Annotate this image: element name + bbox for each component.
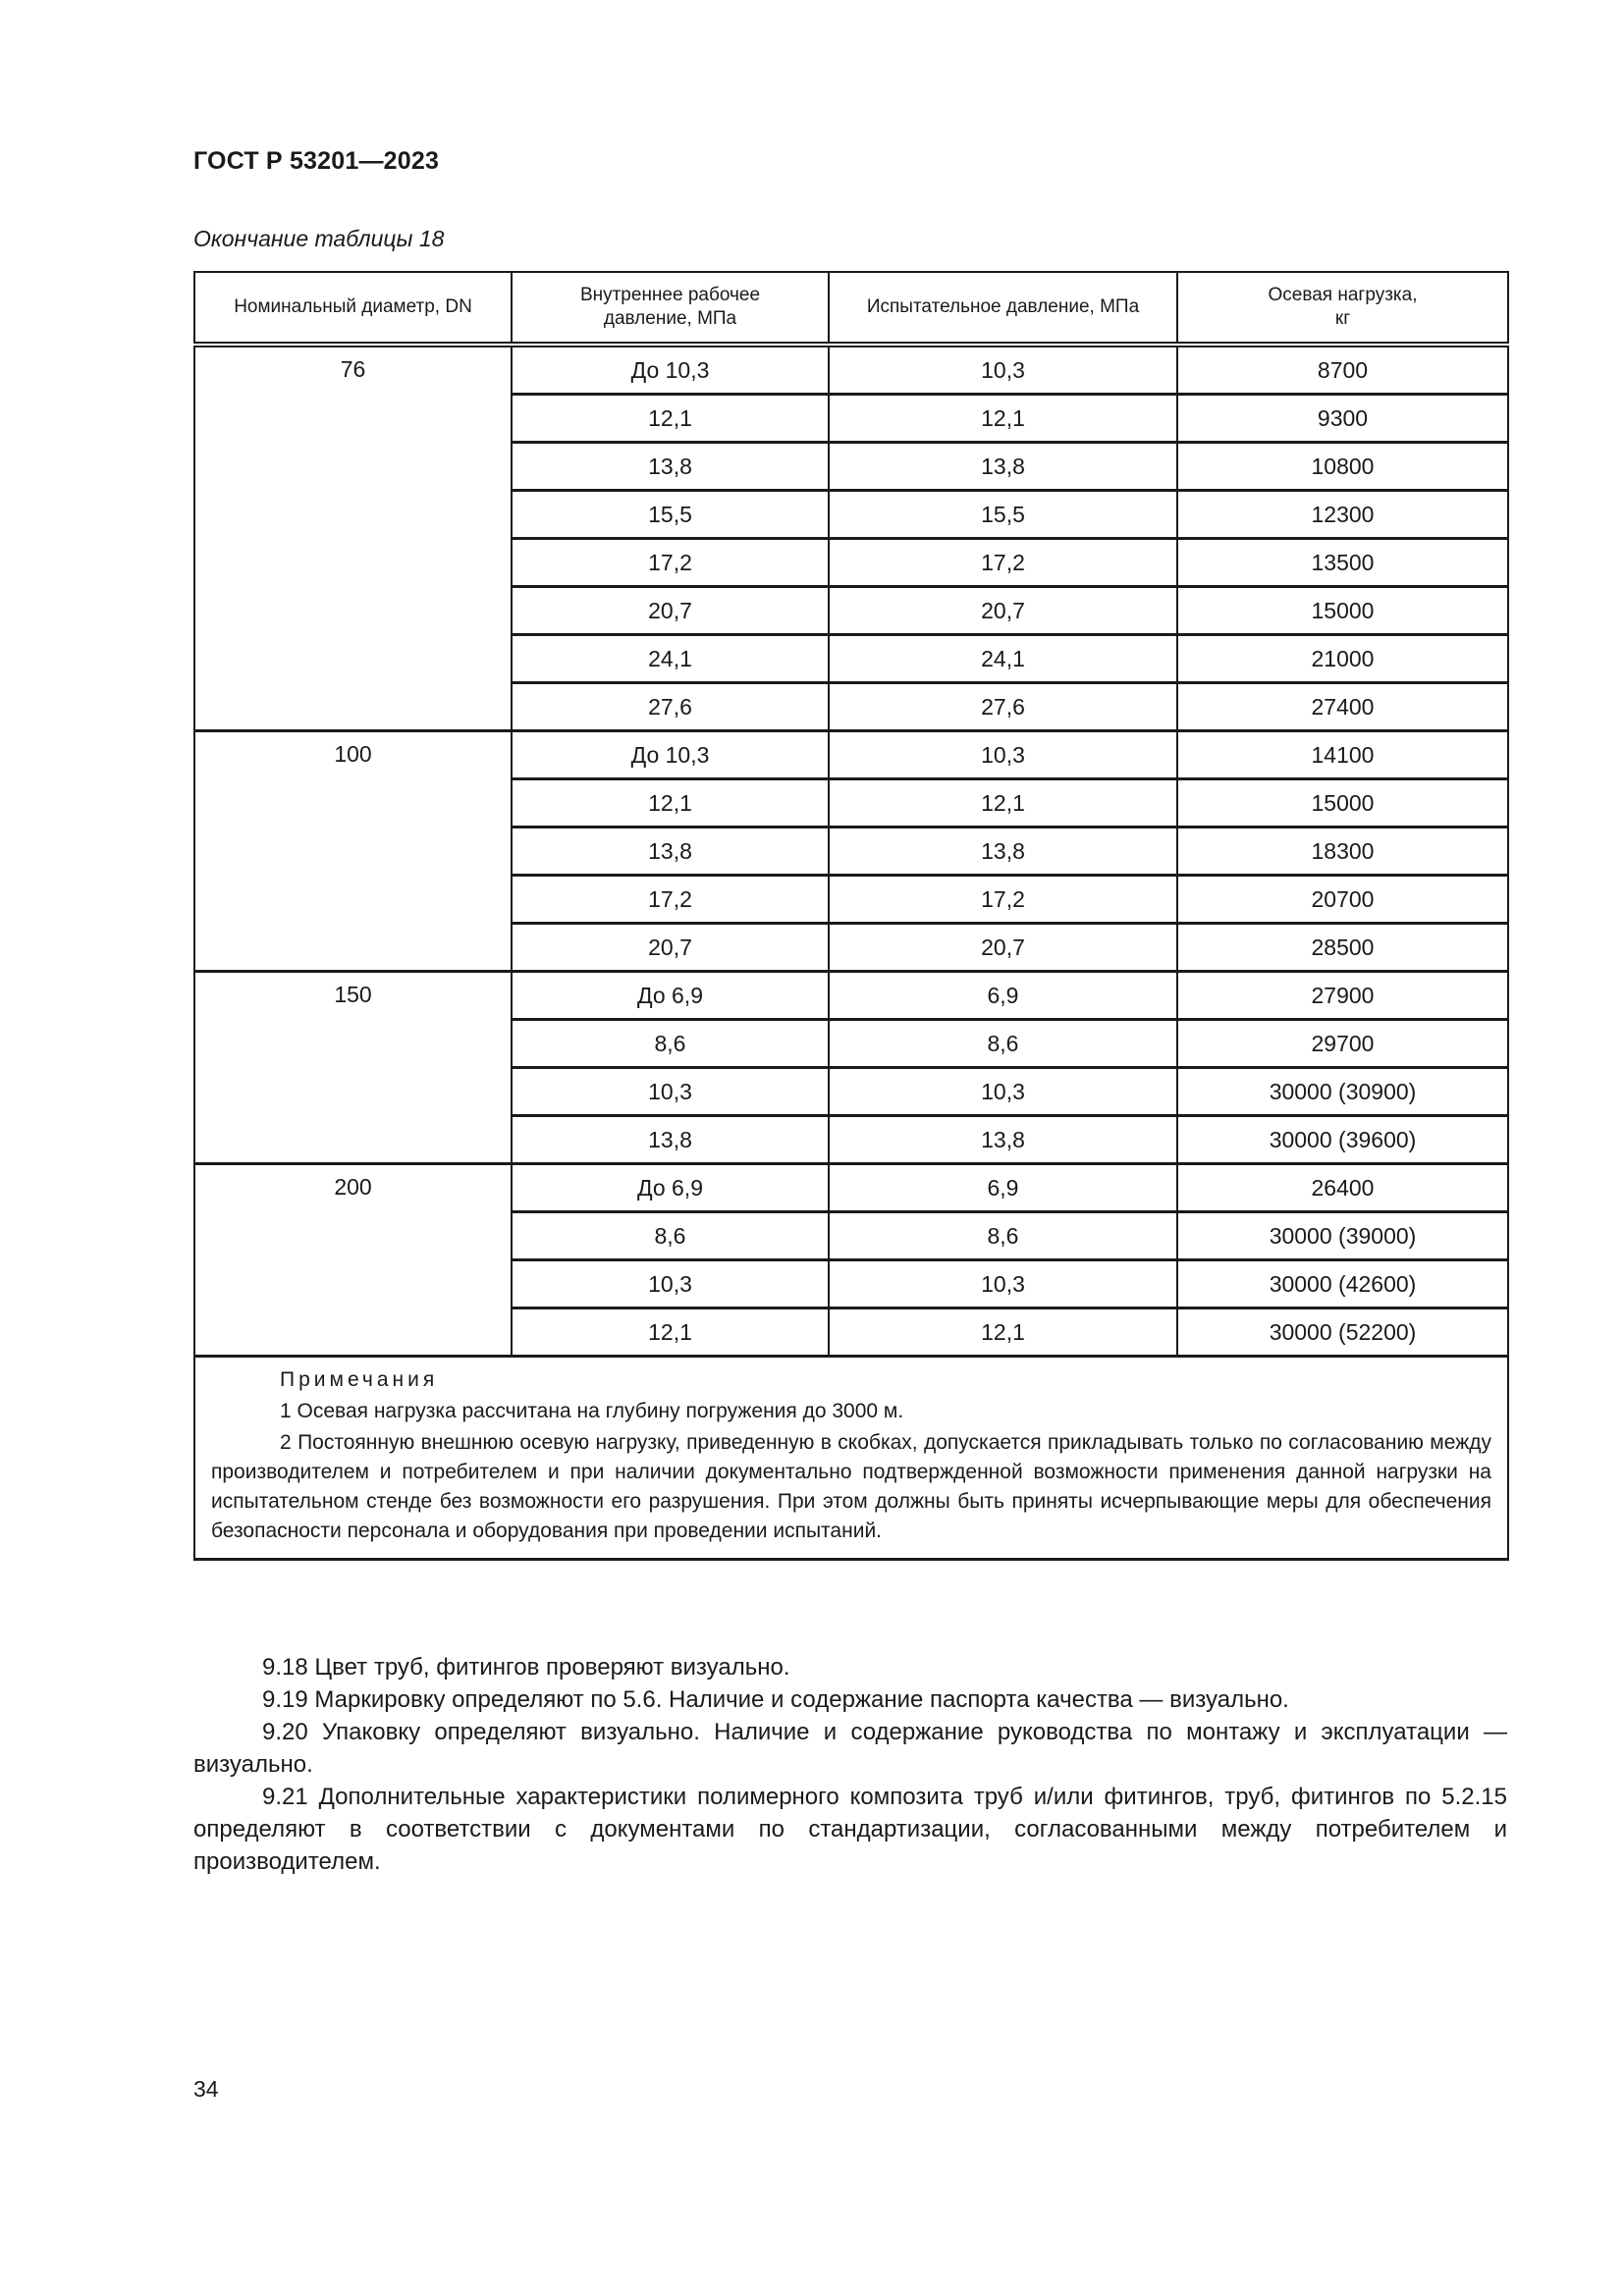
column-header-line: Осевая нагрузка,: [1268, 285, 1418, 305]
table-caption: Окончание таблицы 18: [193, 226, 445, 251]
cell-working-pressure: 24,1: [512, 635, 829, 683]
cell-test-pressure: 12,1: [829, 1308, 1177, 1357]
cell-test-pressure: 27,6: [829, 683, 1177, 731]
cell-working-pressure: 13,8: [512, 828, 829, 876]
cell-axial-load: 29700: [1177, 1020, 1508, 1068]
cell-axial-load: 20700: [1177, 876, 1508, 924]
cell-test-pressure: 6,9: [829, 972, 1177, 1020]
cell-test-pressure: 17,2: [829, 876, 1177, 924]
cell-test-pressure: 10,3: [829, 731, 1177, 779]
cell-working-pressure: 20,7: [512, 587, 829, 635]
cell-axial-load: 30000 (39000): [1177, 1212, 1508, 1260]
cell-axial-load: 15000: [1177, 587, 1508, 635]
table-header: [194, 272, 1508, 345]
table-row: [194, 972, 1508, 1020]
body-text: [193, 1651, 1507, 1878]
cell-axial-load: 13500: [1177, 539, 1508, 587]
cell-working-pressure: До 10,3: [512, 731, 829, 779]
cell-axial-load: 8700: [1177, 345, 1508, 395]
cell-test-pressure: 13,8: [829, 828, 1177, 876]
column-header-test-pressure: Испытательное давление, МПа: [829, 272, 1177, 345]
cell-test-pressure: 24,1: [829, 635, 1177, 683]
paragraph-9-21: 9.21 Дополнительные характеристики полимерного композита труб и/или фитингов, труб, фитингов по 5.2.15 определяют в соответствии с документами по стандартизации, согласованными между потребителем и производителем.: [193, 1784, 1507, 1875]
cell-working-pressure: 13,8: [512, 443, 829, 491]
notes-title: Примечания: [280, 1368, 439, 1391]
cell-axial-load: 27400: [1177, 683, 1508, 731]
cell-test-pressure: 17,2: [829, 539, 1177, 587]
cell-test-pressure: 12,1: [829, 779, 1177, 828]
column-header-line: давление, МПа: [603, 308, 737, 329]
document-standard-id: ГОСТ Р 53201—2023: [193, 147, 440, 175]
cell-working-pressure: До 6,9: [512, 1164, 829, 1212]
cell-axial-load: 18300: [1177, 828, 1508, 876]
cell-test-pressure: 13,8: [829, 443, 1177, 491]
cell-axial-load: 30000 (42600): [1177, 1260, 1508, 1308]
cell-nominal-diameter: 200: [194, 1164, 512, 1357]
cell-test-pressure: 10,3: [829, 1260, 1177, 1308]
column-header-nominal-diameter: Номинальный диаметр, DN: [194, 272, 512, 345]
cell-axial-load: 21000: [1177, 635, 1508, 683]
cell-test-pressure: 10,3: [829, 345, 1177, 395]
cell-working-pressure: 15,5: [512, 491, 829, 539]
cell-nominal-diameter: 76: [194, 345, 512, 731]
cell-axial-load: 14100: [1177, 731, 1508, 779]
cell-axial-load: 10800: [1177, 443, 1508, 491]
cell-working-pressure: 12,1: [512, 395, 829, 443]
cell-test-pressure: 15,5: [829, 491, 1177, 539]
cell-working-pressure: 12,1: [512, 1308, 829, 1357]
cell-axial-load: 12300: [1177, 491, 1508, 539]
note-item: 1 Осевая нагрузка рассчитана на глубину погружения до 3000 м.: [280, 1400, 904, 1422]
cell-working-pressure: До 6,9: [512, 972, 829, 1020]
cell-axial-load: 15000: [1177, 779, 1508, 828]
cell-test-pressure: 8,6: [829, 1020, 1177, 1068]
cell-working-pressure: 20,7: [512, 924, 829, 972]
cell-axial-load: 30000 (52200): [1177, 1308, 1508, 1357]
cell-test-pressure: 20,7: [829, 587, 1177, 635]
cell-working-pressure: До 10,3: [512, 345, 829, 395]
cell-working-pressure: 10,3: [512, 1068, 829, 1116]
page-number: 34: [193, 2076, 219, 2102]
cell-working-pressure: 8,6: [512, 1212, 829, 1260]
paragraph-9-18: 9.18 Цвет труб, фитингов проверяют визуально.: [262, 1654, 790, 1681]
cell-axial-load: 27900: [1177, 972, 1508, 1020]
cell-nominal-diameter: 150: [194, 972, 512, 1164]
cell-working-pressure: 27,6: [512, 683, 829, 731]
column-header-axial-load: [1177, 272, 1508, 345]
cell-axial-load: 28500: [1177, 924, 1508, 972]
cell-axial-load: 9300: [1177, 395, 1508, 443]
cell-test-pressure: 12,1: [829, 395, 1177, 443]
cell-working-pressure: 13,8: [512, 1116, 829, 1164]
cell-test-pressure: 8,6: [829, 1212, 1177, 1260]
cell-test-pressure: 13,8: [829, 1116, 1177, 1164]
column-header-line: Внутреннее рабочее: [579, 285, 761, 305]
table-notes: [194, 1357, 1508, 1560]
cell-axial-load: 26400: [1177, 1164, 1508, 1212]
paragraph-9-20: 9.20 Упаковку определяют визуально. Наличие и содержание руководства по монтажу и эксплуатации — визуально.: [193, 1719, 1507, 1778]
cell-test-pressure: 6,9: [829, 1164, 1177, 1212]
cell-working-pressure: 17,2: [512, 539, 829, 587]
cell-working-pressure: 12,1: [512, 779, 829, 828]
cell-working-pressure: 10,3: [512, 1260, 829, 1308]
table-row: [194, 345, 1508, 395]
cell-nominal-diameter: 100: [194, 731, 512, 972]
column-header-line: кг: [1334, 308, 1351, 329]
cell-test-pressure: 10,3: [829, 1068, 1177, 1116]
cell-working-pressure: 17,2: [512, 876, 829, 924]
cell-working-pressure: 8,6: [512, 1020, 829, 1068]
pressure-load-table: [193, 271, 1509, 1561]
note-item: 2 Постоянную внешнюю осевую нагрузку, приведенную в скобках, допускается прикладывать только по согласованию между производителем и потребителем и при наличии документально подтвержденной возможности применения данной нагрузки на испытательном стенде без возможности его разрушения. При этом должны быть приняты исчерпывающие меры для обеспечения безопасности персонала и оборудования при проведении испытаний.: [211, 1431, 1491, 1542]
table-body: [194, 345, 1508, 1357]
column-header-working-pressure: [512, 272, 829, 345]
table-row: [194, 1164, 1508, 1212]
cell-axial-load: 30000 (39600): [1177, 1116, 1508, 1164]
paragraph-9-19: 9.19 Маркировку определяют по 5.6. Наличие и содержание паспорта качества — визуально.: [262, 1686, 1289, 1713]
cell-test-pressure: 20,7: [829, 924, 1177, 972]
table-row: [194, 731, 1508, 779]
cell-axial-load: 30000 (30900): [1177, 1068, 1508, 1116]
